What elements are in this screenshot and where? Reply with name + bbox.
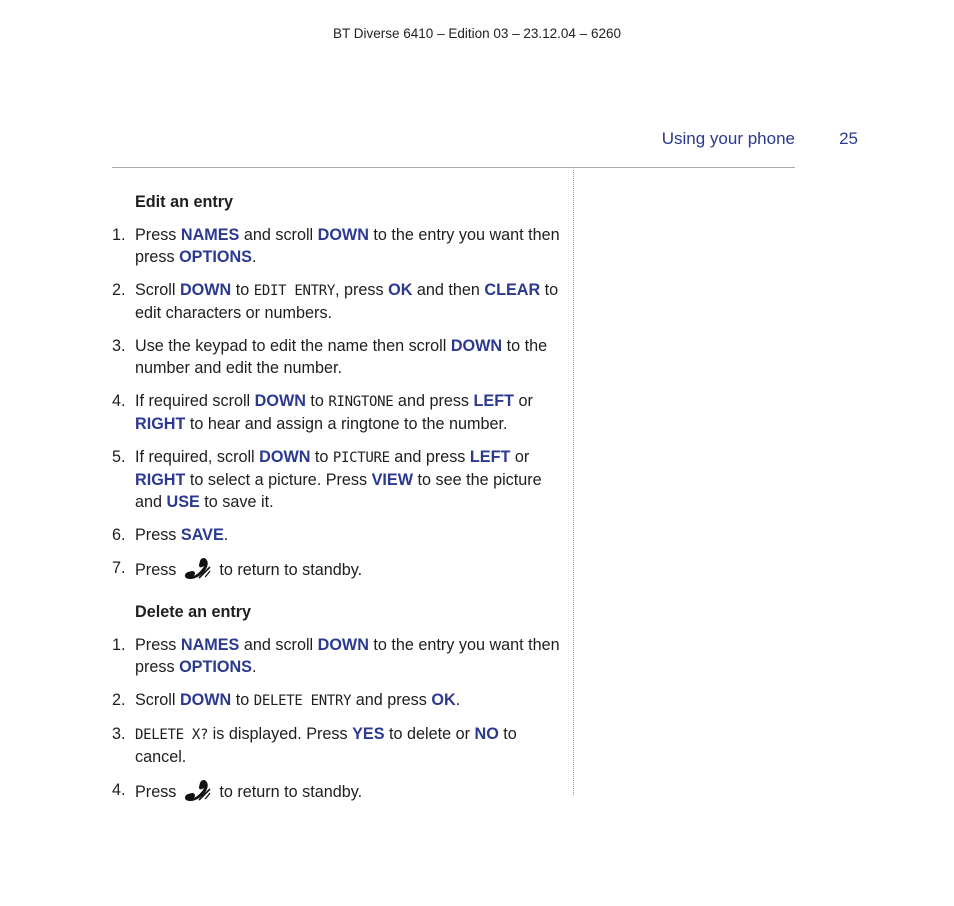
step-text: . <box>251 658 257 676</box>
step-number: 2. <box>112 691 126 709</box>
step-text: to the number and edit the number. <box>135 337 548 377</box>
step-text: to select a picture. Press <box>185 471 372 489</box>
step-text: to see the picture and <box>135 471 542 511</box>
display-text: PICTURE <box>332 450 390 466</box>
key-down: DOWN <box>179 281 232 299</box>
step-text: If required, scroll <box>135 448 260 466</box>
step-text: to return to standby. <box>214 561 363 579</box>
key-use: USE <box>166 493 200 511</box>
key-save: SAVE <box>180 526 224 544</box>
key-left: LEFT <box>473 392 514 410</box>
list-item <box>112 723 560 768</box>
key-clear: CLEAR <box>484 281 541 299</box>
step-text: . <box>455 691 461 709</box>
key-down: DOWN <box>317 636 369 654</box>
step-text: and press <box>389 448 470 466</box>
step-number: 3. <box>112 725 126 743</box>
display-text: DELETE ENTRY <box>253 693 352 709</box>
delete-entry-heading: Delete an entry <box>135 603 252 621</box>
step-number: 3. <box>112 337 126 355</box>
step-text: Scroll <box>135 691 180 709</box>
main-column <box>112 191 560 814</box>
step-text: to the entry you want then press <box>135 226 560 266</box>
document-header: BT Diverse 6410 – Edition 03 – 23.12.04 – 6260 <box>333 26 621 41</box>
step-text: . <box>251 248 257 266</box>
step-text: or <box>510 448 530 466</box>
page-number: 25 <box>839 129 858 148</box>
list-item <box>112 224 560 268</box>
step-text: Press <box>135 526 181 544</box>
key-names: NAMES <box>180 636 240 654</box>
key-options: OPTIONS <box>179 248 252 266</box>
end-call-icon <box>183 557 213 581</box>
key-options: OPTIONS <box>179 658 252 676</box>
section-title: Using your phone <box>661 129 795 148</box>
step-number: 1. <box>112 226 126 244</box>
key-view: VIEW <box>371 471 413 489</box>
list-item <box>112 634 560 678</box>
step-text: . <box>223 526 229 544</box>
step-text: to edit characters or numbers. <box>135 281 559 322</box>
step-text: and press <box>351 691 432 709</box>
edit-entry-steps <box>112 224 560 581</box>
step-number: 5. <box>112 448 126 466</box>
step-text: to <box>231 281 254 299</box>
list-item <box>112 524 560 546</box>
step-number: 4. <box>112 781 126 799</box>
key-down: DOWN <box>259 448 311 466</box>
list-item <box>112 557 560 581</box>
column-divider <box>573 170 574 795</box>
step-text: to return to standby. <box>214 783 363 801</box>
step-text: Press <box>135 226 181 244</box>
key-names: NAMES <box>180 226 240 244</box>
end-call-icon <box>183 779 213 803</box>
key-yes: YES <box>352 725 385 743</box>
step-text: to the entry you want then press <box>135 636 560 676</box>
step-text: If required scroll <box>135 392 255 410</box>
key-down: DOWN <box>179 691 232 709</box>
list-item <box>112 335 560 379</box>
step-text: or <box>514 392 533 410</box>
key-down: DOWN <box>450 337 503 355</box>
key-right: RIGHT <box>135 471 186 489</box>
key-ok: OK <box>431 691 456 709</box>
step-number: 1. <box>112 636 126 654</box>
delete-entry-steps <box>112 634 560 803</box>
step-text: Use the keypad to edit the name then scroll <box>135 337 451 355</box>
step-number: 6. <box>112 526 126 544</box>
key-right: RIGHT <box>135 415 186 433</box>
step-text: to save it. <box>199 493 274 511</box>
step-text: and scroll <box>239 226 318 244</box>
step-text: Scroll <box>135 281 180 299</box>
step-text: to <box>305 392 329 410</box>
list-item <box>112 779 560 803</box>
key-down: DOWN <box>317 226 369 244</box>
edit-entry-heading: Edit an entry <box>135 193 234 211</box>
step-text: Press <box>135 783 181 801</box>
header-rule <box>112 167 795 168</box>
step-number: 2. <box>112 281 126 299</box>
step-text: and press <box>393 392 474 410</box>
step-text: Press <box>135 561 181 579</box>
display-text: EDIT ENTRY <box>253 283 336 299</box>
display-text: DELETE X? <box>135 727 209 743</box>
step-text: to hear and assign a ringtone to the number. <box>185 415 508 433</box>
list-item <box>112 279 560 324</box>
step-text: Press <box>135 636 181 654</box>
key-down: DOWN <box>254 392 306 410</box>
step-text: to cancel. <box>135 725 517 766</box>
step-number: 7. <box>112 559 126 577</box>
step-text: to <box>231 691 254 709</box>
list-item <box>112 689 560 712</box>
key-no: NO <box>474 725 499 743</box>
key-ok: OK <box>388 281 413 299</box>
step-text: is displayed. Press <box>208 725 353 743</box>
step-text: to delete or <box>384 725 475 743</box>
key-left: LEFT <box>469 448 511 466</box>
step-text: to <box>310 448 333 466</box>
step-text: and then <box>412 281 485 299</box>
list-item <box>112 446 560 513</box>
step-number: 4. <box>112 392 126 410</box>
list-item <box>112 390 560 435</box>
display-text: RINGTONE <box>328 394 394 410</box>
step-text: , press <box>335 281 389 299</box>
step-text: and scroll <box>239 636 318 654</box>
